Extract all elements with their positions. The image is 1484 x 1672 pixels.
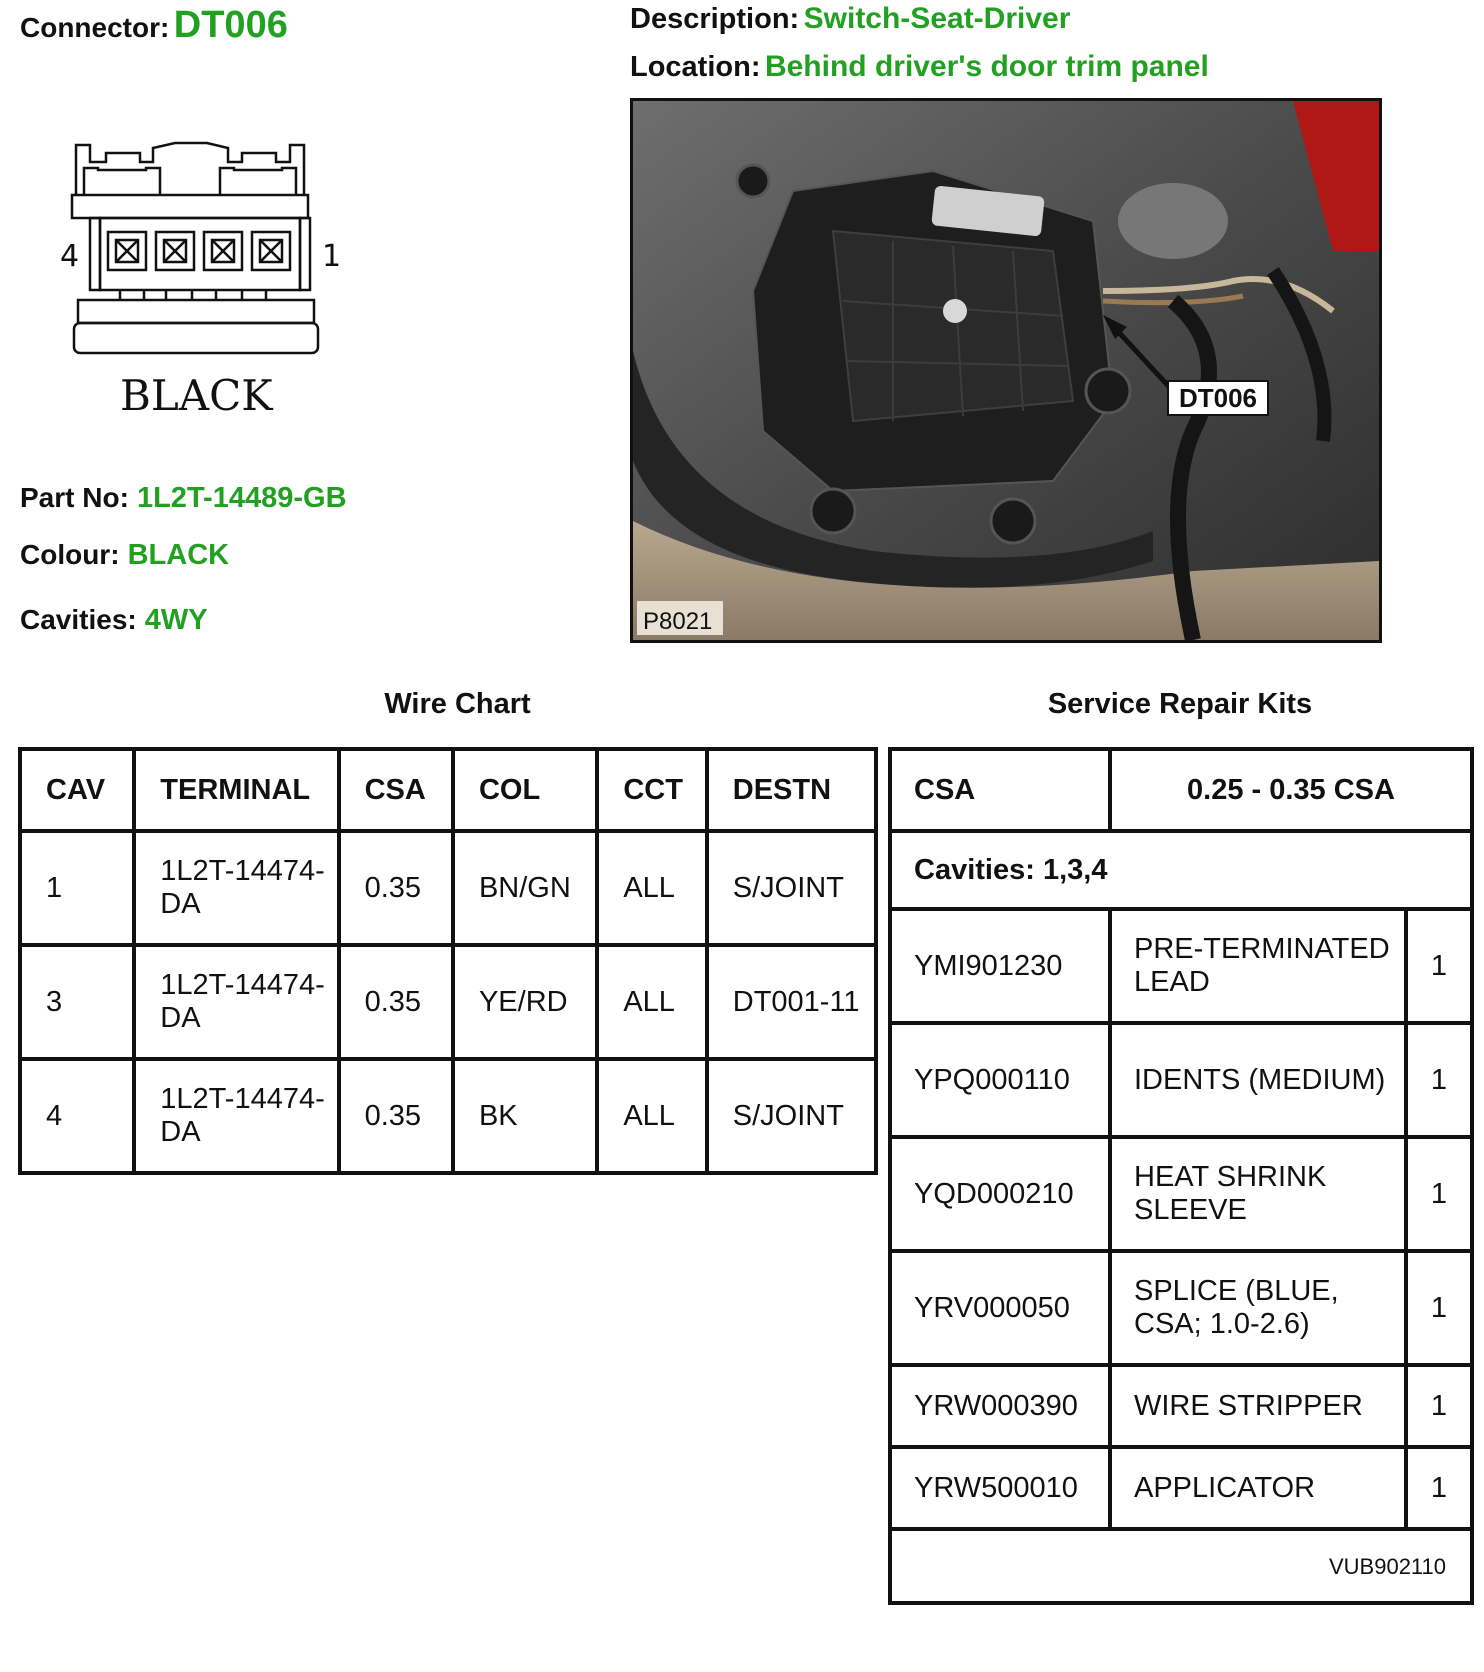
wire-chart-table bbox=[18, 747, 878, 1175]
cell-cct: ALL bbox=[597, 831, 706, 945]
kit-part-number: YMI901230 bbox=[890, 909, 1110, 1023]
cell-cct: ALL bbox=[597, 1059, 706, 1173]
connector-id: DT006 bbox=[173, 4, 288, 46]
cell-destn: S/JOINT bbox=[707, 831, 876, 945]
cell-csa: 0.35 bbox=[339, 945, 453, 1059]
kit-description: APPLICATOR bbox=[1110, 1447, 1406, 1529]
photo-illustration bbox=[633, 101, 1379, 640]
connector-colour-label: BLACK bbox=[120, 371, 273, 420]
part-value: 1L2T-14489-GB bbox=[136, 482, 347, 514]
cell-col: BK bbox=[453, 1059, 597, 1173]
table-row bbox=[890, 1137, 1472, 1251]
header-terminal: TERMINAL bbox=[134, 749, 338, 831]
header-cav: CAV bbox=[20, 749, 134, 831]
wire-chart-header-row bbox=[20, 749, 876, 831]
header-cct: CCT bbox=[597, 749, 706, 831]
kit-description: PRE-TERMINATED LEAD bbox=[1110, 909, 1406, 1023]
kits-header-csa: CSA bbox=[890, 749, 1110, 831]
cell-col: BN/GN bbox=[453, 831, 597, 945]
kit-part-number: YQD000210 bbox=[890, 1137, 1110, 1251]
table-row bbox=[890, 1023, 1472, 1137]
cell-cav: 1 bbox=[20, 831, 134, 945]
connector-heading bbox=[20, 4, 288, 47]
kit-quantity: 1 bbox=[1406, 1251, 1472, 1365]
header-csa: CSA bbox=[339, 749, 453, 831]
cavities-value: 4WY bbox=[144, 604, 208, 636]
colour-line bbox=[20, 539, 229, 572]
kit-quantity: 1 bbox=[1406, 1023, 1472, 1137]
kits-cavities-row bbox=[890, 831, 1472, 909]
table-row bbox=[890, 909, 1472, 1023]
cell-cav: 3 bbox=[20, 945, 134, 1059]
kit-part-number: YPQ000110 bbox=[890, 1023, 1110, 1137]
kit-quantity: 1 bbox=[1406, 909, 1472, 1023]
kit-part-number: YRV000050 bbox=[890, 1251, 1110, 1365]
cavities-label: Cavities: bbox=[20, 604, 137, 635]
header-destn: DESTN bbox=[707, 749, 876, 831]
cell-destn: DT001-11 bbox=[707, 945, 876, 1059]
part-label: Part No: bbox=[20, 482, 129, 513]
photo-reference: P8021 bbox=[643, 608, 713, 635]
table-row bbox=[890, 1365, 1472, 1447]
part-number-line bbox=[20, 482, 347, 515]
cell-destn: S/JOINT bbox=[707, 1059, 876, 1173]
location-value: Behind driver's door trim panel bbox=[764, 50, 1209, 83]
kit-quantity: 1 bbox=[1406, 1365, 1472, 1447]
cell-terminal: 1L2T-14474-DA bbox=[134, 1059, 338, 1173]
connector-label: Connector: bbox=[20, 12, 170, 43]
pin-4-label: 4 bbox=[60, 239, 80, 274]
colour-value: BLACK bbox=[127, 539, 230, 571]
kits-footer-row bbox=[890, 1529, 1472, 1603]
description-value: Switch-Seat-Driver bbox=[803, 2, 1071, 35]
kits-cavities: Cavities: 1,3,4 bbox=[890, 831, 1472, 909]
table-row bbox=[890, 1447, 1472, 1529]
wire-chart-title: Wire Chart bbox=[384, 688, 531, 720]
connector-face-diagram bbox=[60, 140, 360, 430]
table-row bbox=[20, 945, 876, 1059]
cavities-line bbox=[20, 604, 208, 637]
kit-part-number: YRW000390 bbox=[890, 1365, 1110, 1447]
photo-callout-label: DT006 bbox=[1178, 383, 1258, 413]
colour-label: Colour: bbox=[20, 539, 120, 570]
repair-kits-title: Service Repair Kits bbox=[1047, 688, 1313, 720]
cell-csa: 0.35 bbox=[339, 1059, 453, 1173]
cell-col: YE/RD bbox=[453, 945, 597, 1059]
kits-header-range: 0.25 - 0.35 CSA bbox=[1110, 749, 1472, 831]
table-row bbox=[890, 1251, 1472, 1365]
cell-csa: 0.35 bbox=[339, 831, 453, 945]
pin-1-label: 1 bbox=[322, 239, 342, 274]
location-heading bbox=[630, 50, 1209, 84]
kits-footer-reference: VUB902110 bbox=[890, 1529, 1472, 1603]
repair-kits-table bbox=[888, 747, 1474, 1605]
description-label: Description: bbox=[630, 3, 800, 35]
cell-cav: 4 bbox=[20, 1059, 134, 1173]
cell-terminal: 1L2T-14474-DA bbox=[134, 831, 338, 945]
kit-part-number: YRW500010 bbox=[890, 1447, 1110, 1529]
kit-quantity: 1 bbox=[1406, 1447, 1472, 1529]
table-row bbox=[20, 831, 876, 945]
location-label: Location: bbox=[630, 51, 761, 83]
kit-description: HEAT SHRINK SLEEVE bbox=[1110, 1137, 1406, 1251]
kit-description: SPLICE (BLUE, CSA; 1.0-2.6) bbox=[1110, 1251, 1406, 1365]
location-photo bbox=[630, 98, 1382, 643]
table-row bbox=[20, 1059, 876, 1173]
cell-terminal: 1L2T-14474-DA bbox=[134, 945, 338, 1059]
kits-header-row bbox=[890, 749, 1472, 831]
description-heading bbox=[630, 2, 1070, 36]
kit-quantity: 1 bbox=[1406, 1137, 1472, 1251]
kit-description: WIRE STRIPPER bbox=[1110, 1365, 1406, 1447]
cell-cct: ALL bbox=[597, 945, 706, 1059]
kit-description: IDENTS (MEDIUM) bbox=[1110, 1023, 1406, 1137]
header-col: COL bbox=[453, 749, 597, 831]
